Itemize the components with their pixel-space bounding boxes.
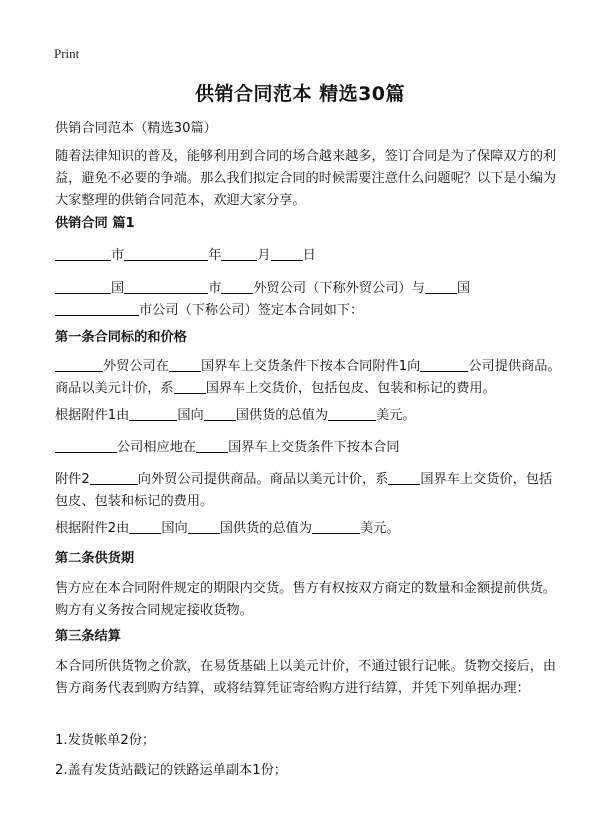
blank-field [124,279,208,294]
blank-field [55,357,103,372]
print-link[interactable]: Print [54,46,80,61]
blank-field [55,279,111,294]
blank-field [196,438,228,453]
parties-city-label: 市 [208,281,222,296]
blank-field [169,357,201,372]
blank-field [204,406,236,421]
article2-paragraph: 售方应在本合同附件规定的期限内交货。售方有权按双方商定的数量和金额提前供货。购方有义务按合同规定接收货物。 [55,581,557,618]
intro-paragraph: 随着法律知识的普及，能够利用到合同的场合越来越多，签订合同是为了保障双方的利益，避免不必要的争端。那么我们拟定合同的时候需要注意什么问题呢？以下是小编为大家整理的供销合同范本，欢迎大家分享。 [55,149,557,208]
article3-list-item-1: 1.发货帐单2份； [55,733,156,748]
blank-field [129,519,161,534]
text-run: 公司提供商品。商品以美元计价，系 [55,359,561,396]
article3-list-item-2: 2.盖有发货站戳记的铁路运单副本1份； [55,763,287,778]
blank-field [90,470,138,485]
text-run: 国向 [161,521,188,536]
parties-paragraph [55,278,562,322]
article2-heading: 第二条供货期 [55,551,135,566]
text-run: 国界车上交货价，包括包皮、包装和标记的费用。 [205,381,496,396]
text-run: 附件2 [55,472,90,487]
parties-country-label: 国 [111,281,125,296]
date-year-label: 年 [208,248,222,263]
article3-paragraph: 本合同所供货物之价款，在易货基础上以美元计价，不通过银行记帐。货物交接后，由售方商务代表到购方结算，或将结算凭证寄给购方进行结算，并凭下列单据办理： [55,659,557,696]
blank-field [221,246,257,261]
parties-country2-label: 国 [456,281,470,296]
blank-field [328,406,376,421]
article1-heading: 第一条合同标的和价格 [55,330,187,345]
article1-paragraph3 [55,437,562,459]
blank-field [221,279,253,294]
text-run: 根据附件2由 [55,521,130,536]
article1-paragraph2 [55,405,562,427]
text-run: 国供货的总值为 [219,521,313,536]
text-run: 国界车上交货价，包括包皮、包装和标记的费用。 [55,472,553,509]
parties-company-text: 外贸公司（下称外贸公司）与 [253,281,425,296]
blank-field [174,379,206,394]
text-run: 美元。 [360,521,400,536]
date-day-label: 日 [302,248,316,263]
date-line [55,245,562,267]
article3-heading: 第三条结算 [55,629,121,644]
date-month-label: 月 [257,248,271,263]
document-subtitle: 供销合同范本（精选30篇） [55,121,217,136]
article1-paragraph5 [55,518,562,540]
blank-field [129,406,177,421]
text-run: 国界车上交货条件下按本合同附件1向 [200,359,421,374]
text-run: 国界车上交货条件下按本合同 [228,440,400,455]
blank-field [425,279,457,294]
text-run: 国供货的总值为 [235,408,329,423]
text-run: 根据附件1由 [55,408,130,423]
text-run: 国向 [177,408,204,423]
article1-paragraph4 [55,469,562,513]
article1-paragraph1 [55,356,562,400]
parties-agreement-text: 市公司（下称公司）签定本合同如下： [139,303,364,318]
text-run: 外贸公司在 [103,359,169,374]
blank-field [55,246,111,261]
blank-field [420,357,468,372]
text-run: 向外贸公司提供商品。商品以美元计价，系 [137,472,389,487]
blank-field [124,246,208,261]
blank-field [188,519,220,534]
section-heading: 供销合同 篇1 [55,216,135,231]
blank-field [55,438,117,453]
text-run: 美元。 [376,408,416,423]
document-title: 供销合同范本 精选30篇 [194,83,406,105]
blank-field [271,246,303,261]
date-city-label: 市 [111,248,125,263]
blank-field [55,301,139,316]
text-run: 公司相应地在 [117,440,197,455]
blank-field [388,470,420,485]
blank-field [312,519,360,534]
